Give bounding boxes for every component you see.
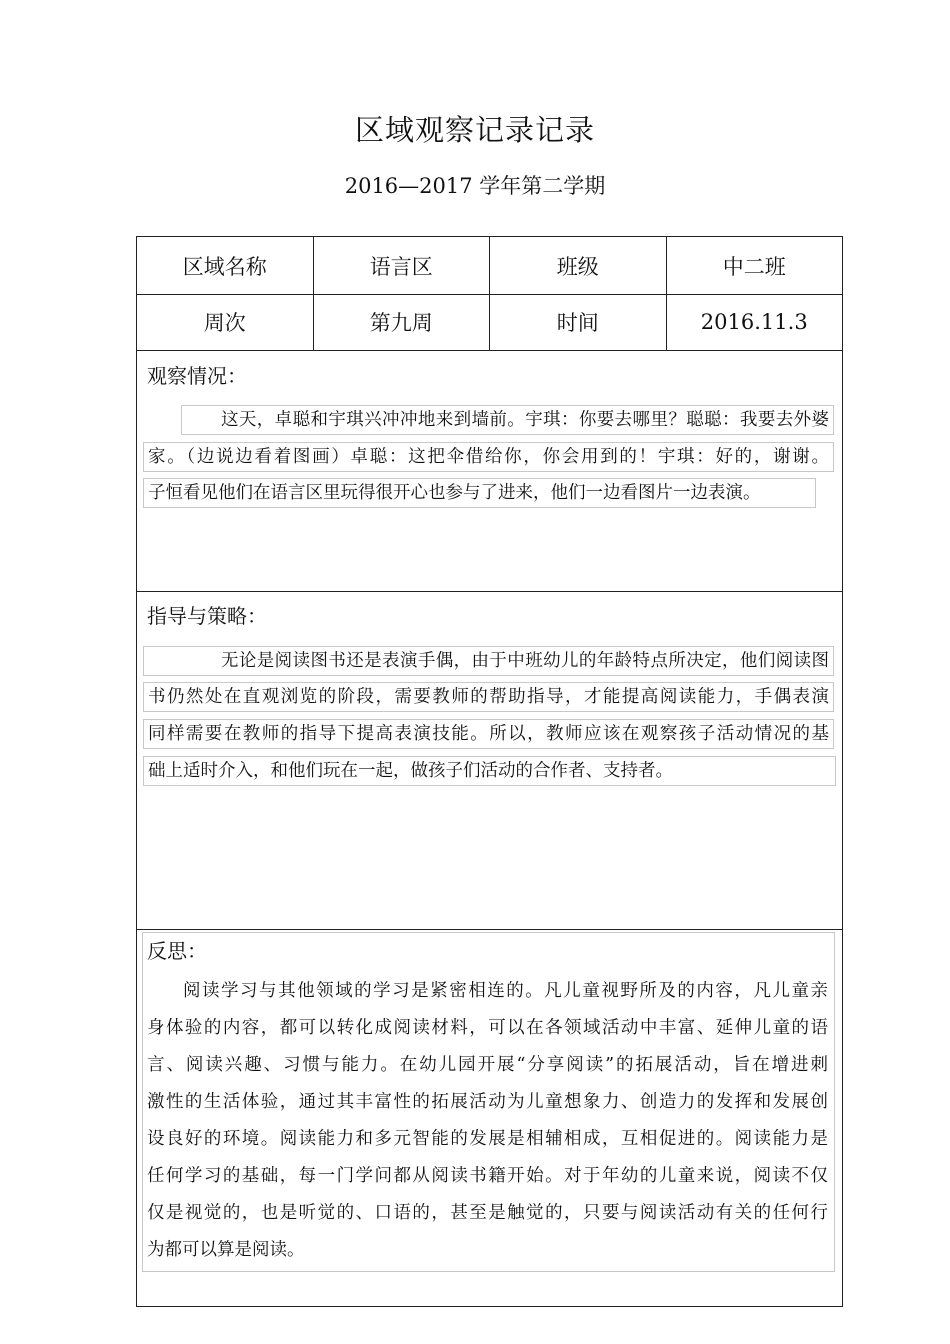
time-value: 2016.11.3 — [700, 310, 808, 334]
header-row — [137, 294, 842, 351]
reflection-line: 设良好的环境。阅读能力和多元智能的发展是相辅相成，互相促进的。阅读能力是 — [147, 1129, 828, 1149]
class-label: 班级 — [490, 237, 667, 294]
area-name-label: 区域名称 — [137, 237, 314, 294]
reflection-section — [137, 929, 842, 1306]
guidance-line: 础上适时介入，和他们玩在一起，做孩子们活动的合作者、支持者。 — [143, 756, 836, 786]
class-value: 中二班 — [722, 254, 786, 279]
week-label: 周次 — [137, 294, 314, 350]
guidance-line: 同样需要在教师的指导下提高表演技能。所以，教师应该在观察孩子活动情况的基 — [143, 719, 834, 749]
guidance-line: 无论是阅读图书还是表演手偶，由于中班幼儿的年龄特点所决定，他们阅读图 — [143, 646, 834, 676]
document-subtitle: 2016—2017 学年第二学期 — [344, 174, 606, 198]
guidance-heading: 指导与策略： — [147, 604, 267, 628]
reflection-line: 仅是视觉的，也是听觉的、口语的，甚至是触觉的，只要与阅读活动有关的任何行 — [147, 1203, 828, 1223]
reflection-heading: 反思： — [147, 939, 207, 963]
observation-line: 子恒看见他们在语言区里玩得很开心也参与了进来，他们一边看图片一边表演。 — [143, 478, 816, 508]
document-title: 区域观察记录记录 — [354, 113, 595, 147]
reflection-box — [142, 932, 835, 1272]
guidance-section — [137, 591, 842, 930]
observation-heading: 观察情况： — [147, 364, 247, 388]
week-value: 第九周 — [314, 294, 491, 350]
guidance-line: 书仍然处在直观浏览的阶段，需要教师的帮助指导，才能提高阅读能力，手偶表演 — [143, 682, 834, 712]
time-label: 时间 — [490, 294, 667, 350]
reflection-line: 阅读学习与其他领域的学习是紧密相连的。凡儿童视野所及的内容，凡儿童亲 — [183, 981, 828, 1001]
header-row — [137, 237, 842, 295]
reflection-line: 言、阅读兴趣、习惯与能力。在幼儿园开展“分享阅读”的拓展活动，旨在增进刺 — [147, 1055, 828, 1075]
reflection-line: 激性的生活体验，通过其丰富性的拓展活动为儿童想象力、创造力的发挥和发展创 — [147, 1092, 828, 1112]
observation-line: 家。（边说边看着图画）卓聪：这把伞借给你，你会用到的！宇琪：好的，谢谢。 — [143, 442, 834, 472]
reflection-line: 身体验的内容，都可以转化成阅读材料，可以在各领域活动中丰富、延伸儿童的语 — [147, 1018, 828, 1038]
reflection-line: 任何学习的基础，每一门学问都从阅读书籍开始。对于年幼的儿童来说，阅读不仅 — [147, 1166, 828, 1186]
reflection-line: 为都可以算是阅读。 — [147, 1240, 305, 1260]
observation-line: 这天，卓聪和宇琪兴冲冲地来到墙前。宇琪：你要去哪里？聪聪：我要去外婆 — [181, 405, 834, 435]
area-name-value: 语言区 — [314, 237, 491, 294]
record-table — [136, 236, 843, 1307]
observation-section — [137, 350, 842, 592]
